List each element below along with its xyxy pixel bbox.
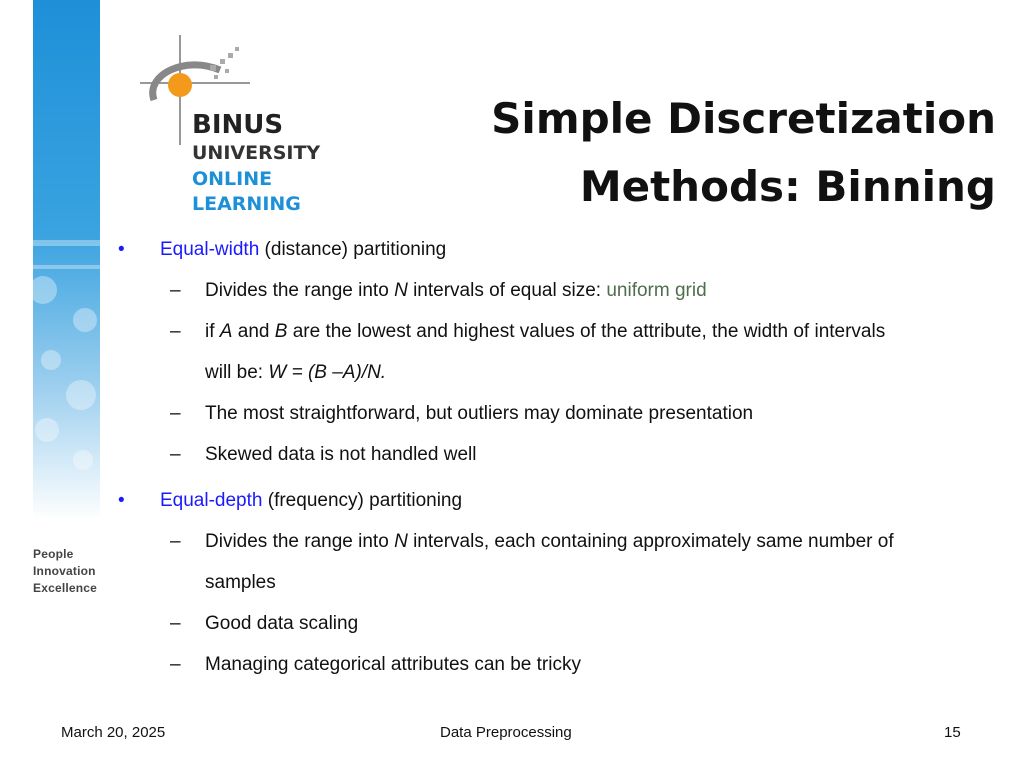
- tagline-innovation: Innovation: [33, 564, 96, 578]
- text-fragment: Divides the range into: [205, 280, 395, 301]
- text-italic-n: N: [394, 280, 408, 301]
- text-fragment: intervals, each containing approximately same number of: [407, 531, 894, 552]
- logo-orange-dot: [168, 73, 192, 97]
- bullet-equal-width-text: (distance) partitioning: [259, 239, 447, 260]
- dash-marker: –: [170, 403, 181, 424]
- width-formula: W = (B –A)/N.: [268, 362, 387, 383]
- logo-binus: BINUS: [192, 110, 284, 140]
- bullet-equal-depth-text: (frequency) partitioning: [262, 490, 463, 511]
- slide-title: [476, 85, 996, 221]
- text-italic-b: B: [274, 321, 288, 342]
- footer-page-number: 15: [944, 724, 961, 741]
- footer-date: March 20, 2025: [61, 724, 166, 741]
- dash-marker: –: [170, 321, 181, 342]
- sub-bullet-text: Good data scaling: [205, 613, 359, 634]
- dash-marker: –: [170, 531, 181, 552]
- dash-marker: –: [170, 654, 181, 675]
- term-equal-width: Equal-width: [160, 239, 260, 260]
- text-fragment: will be:: [205, 362, 269, 383]
- binus-logo: [140, 35, 330, 220]
- title-line-2: Methods: Binning: [579, 162, 996, 211]
- tagline: [33, 546, 97, 597]
- text-italic-a: A: [219, 321, 233, 342]
- tagline-excellence: Excellence: [33, 581, 98, 595]
- sub-bullet-text: Managing categorical attributes can be tricky: [205, 654, 581, 675]
- term-uniform-grid: uniform grid: [606, 280, 707, 301]
- tagline-people: People: [33, 547, 74, 561]
- bullet-marker: •: [118, 490, 125, 511]
- decorative-sidebar: [33, 0, 100, 520]
- dash-marker: –: [170, 280, 181, 301]
- title-line-1: Simple Discretization: [491, 94, 996, 143]
- term-equal-depth: Equal-depth: [160, 490, 263, 511]
- sub-bullet-text: Skewed data is not handled well: [205, 444, 477, 465]
- text-fragment: and: [232, 321, 275, 342]
- text-fragment: intervals of equal size:: [407, 280, 607, 301]
- logo-university: UNIVERSITY: [192, 142, 321, 164]
- dash-marker: –: [170, 613, 181, 634]
- bullet-marker: •: [118, 239, 125, 260]
- text-italic-n: N: [394, 531, 408, 552]
- sub-bullet-text: The most straightforward, but outliers may dominate presentation: [205, 403, 754, 424]
- logo-pixels: [210, 47, 239, 79]
- logo-learning: LEARNING: [192, 193, 301, 215]
- text-fragment: are the lowest and highest values of the attribute, the width of intervals: [287, 321, 886, 342]
- logo-online: ONLINE: [192, 168, 273, 190]
- footer-title: Data Preprocessing: [440, 724, 572, 741]
- text-fragment: if: [205, 321, 220, 342]
- sub-bullet-text: samples: [205, 572, 276, 593]
- dash-marker: –: [170, 444, 181, 465]
- text-fragment: Divides the range into: [205, 531, 395, 552]
